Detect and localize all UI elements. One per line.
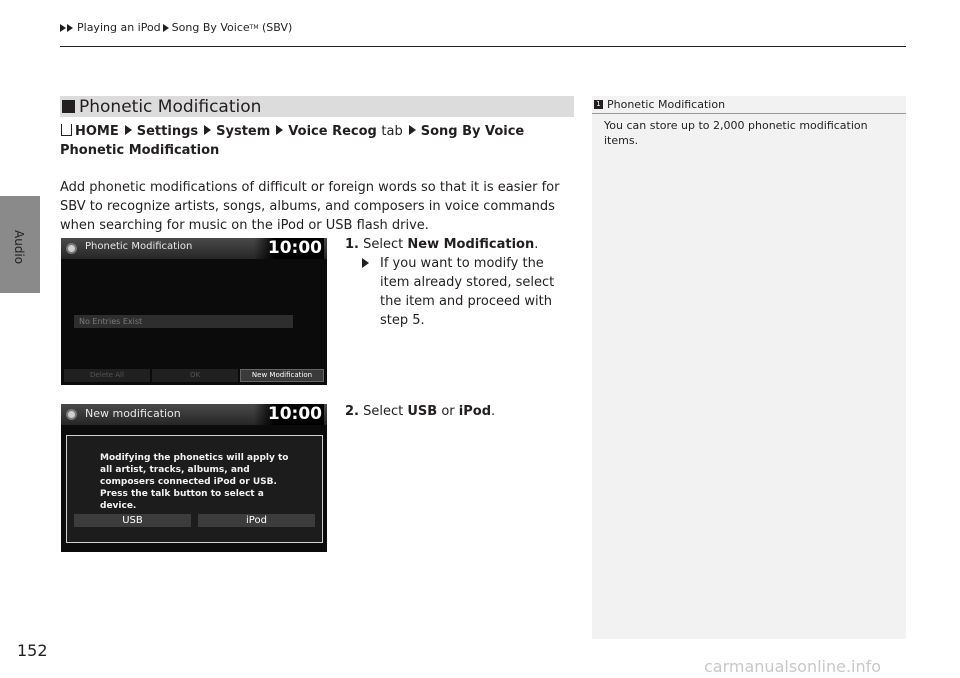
step-option-usb: USB <box>407 404 438 419</box>
screenshot-new-modification <box>61 404 327 552</box>
step-or: or <box>441 404 455 419</box>
path-system: System <box>216 124 271 139</box>
breadcrumb-item: Playing an iPod <box>77 21 161 34</box>
path-tab-word: tab <box>381 124 403 139</box>
watermark: carmanualsonline.info <box>704 657 882 676</box>
note-title: Phonetic Modification <box>607 98 726 111</box>
step-1 <box>345 235 575 254</box>
screen-title-bar <box>61 404 327 425</box>
side-note-panel <box>592 96 906 639</box>
path-voice-recog: Voice Recog <box>288 124 377 139</box>
path-song-by-voice: Song By Voice Phonetic Modification <box>60 124 525 158</box>
step-number: 2. <box>345 404 359 419</box>
breadcrumb-arrow-icon <box>163 24 169 32</box>
screen-title: New modification <box>85 407 181 420</box>
device-select-dialog <box>66 435 323 543</box>
substep-text: If you want to modify the item already stored, select the item and proceed with step 5. <box>380 256 555 328</box>
step-option-ipod: iPod <box>458 404 492 419</box>
knob-icon <box>66 409 77 420</box>
step-1-substep <box>362 254 577 330</box>
step-2 <box>345 402 495 421</box>
empty-list-row: No Entries Exist <box>74 315 293 328</box>
path-home: HOME <box>75 124 119 139</box>
note-number-icon: 1 <box>594 100 603 109</box>
path-arrow-icon <box>409 125 416 135</box>
header-rule <box>60 46 906 47</box>
home-icon <box>60 124 71 136</box>
delete-all-button: Delete All <box>64 369 150 382</box>
step-period: . <box>491 404 496 419</box>
screen-title: Phonetic Modification <box>85 241 193 252</box>
step-target: New Modification <box>407 237 535 252</box>
dialog-message: Modifying the phonetics will apply to all artist, tracks, albums, and composers connected iPod or USB. Press the talk button to select a device. <box>100 453 289 511</box>
screen-clock: 10:00 <box>254 404 324 425</box>
screen-clock: 10:00 <box>254 238 324 259</box>
path-arrow-icon <box>276 125 283 135</box>
trademark: TM <box>249 24 259 31</box>
ipod-button: iPod <box>198 514 315 527</box>
path-settings: Settings <box>136 124 199 139</box>
section-heading <box>60 96 574 117</box>
step-number: 1. <box>345 237 359 252</box>
breadcrumb-item: Song By Voice <box>171 21 250 34</box>
section-title: Phonetic Modification <box>79 96 262 117</box>
step-period: . <box>534 237 539 252</box>
path-arrow-icon <box>204 125 211 135</box>
substep-arrow-icon <box>362 258 369 268</box>
breadcrumb-item: (SBV) <box>262 21 293 34</box>
chapter-label-text: Audio <box>12 230 26 265</box>
page-number: 152 <box>17 641 48 660</box>
screenshot-phonetic-modification <box>61 238 327 385</box>
step-text: Select <box>363 404 404 419</box>
breadcrumb-arrow-icon <box>67 24 73 32</box>
intro-paragraph: Add phonetic modifications of difficult or foreign words so that it is easier for SBV to recognize artists, songs, albums, and composers in voice commands when searching for music on the iPod or USB flash drive. <box>60 180 560 233</box>
chapter-label <box>14 230 28 270</box>
breadcrumb <box>60 21 292 34</box>
path-arrow-icon <box>125 125 132 135</box>
screen-title-bar <box>61 238 327 259</box>
knob-icon <box>66 243 77 254</box>
menu-path <box>60 122 575 160</box>
breadcrumb-arrow-icon <box>60 24 66 32</box>
note-body: You can store up to 2,000 phonetic modification items. <box>604 119 868 147</box>
step-text: Select <box>363 237 404 252</box>
usb-button: USB <box>74 514 191 527</box>
square-bullet-icon <box>62 100 75 113</box>
new-modification-button: New Modification <box>240 369 324 382</box>
note-heading <box>592 96 906 114</box>
ok-button: OK <box>152 369 238 382</box>
